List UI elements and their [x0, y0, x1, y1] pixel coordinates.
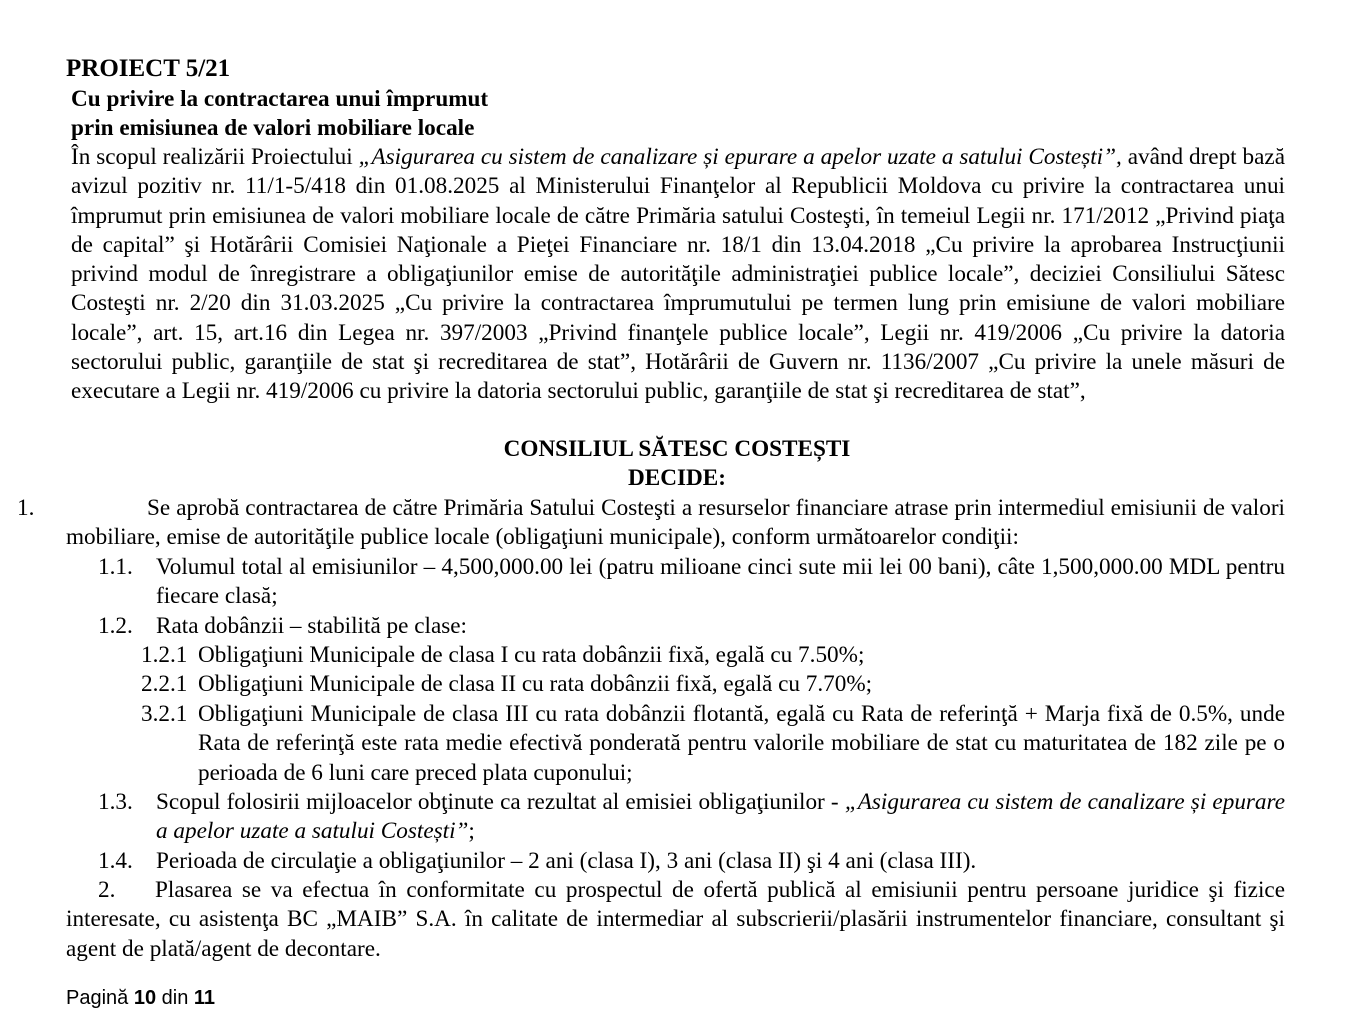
item-1-1-text: Volumul total al emisiunilor – 4,500,000.00 lei (patru milioane cinci sute mii lei 00 bani), câte 1,500,000.00 MDL pentru fiecare clasă; — [156, 554, 1285, 610]
item-1-3-text: Scopul folosirii mijloacelor obţinute ca rezultat al emisiei obligaţiunilor - — [156, 789, 845, 815]
item-1-2-1-text: Obligaţiuni Municipale de clasa I cu rata dobânzii fixă, egală cu 7.50%; — [198, 642, 865, 668]
document-subtitle — [71, 85, 488, 143]
subtitle-line-2: prin emisiunea de valori mobiliare locale — [71, 115, 475, 141]
item-3-2-1-number: 3.2.1 — [141, 701, 188, 727]
page-footer — [66, 984, 215, 1013]
item-1-text: Se aprobă contractarea de către Primăria Satului Costeşti a resurselor financiare atrase prin intermediul emisiunii de valori mobiliare, emise de autorităţile publice locale (obligaţiuni municipale), conform următoarelor condiţii: — [66, 495, 1285, 551]
footer-current-page: 10 — [133, 987, 157, 1009]
footer-middle: din — [156, 987, 194, 1009]
item-1-2-1-number: 1.2.1 — [141, 642, 188, 668]
item-1-3-number: 1.3. — [98, 789, 133, 815]
item-1-4-number: 1.4. — [98, 848, 133, 874]
item-2-2-1-text: Obligaţiuni Municipale de clasa II cu rata dobânzii fixă, egală cu 7.70%; — [198, 671, 873, 697]
item-1-3-project-name: „Asigurarea cu sistem de canalizare și epurare a apelor uzate a satului Costești” — [156, 789, 1285, 845]
decide-heading: DECIDE: — [628, 465, 726, 491]
item-1-1-number: 1.1. — [98, 554, 133, 580]
footer-total-pages: 11 — [193, 987, 216, 1009]
item-1-2-text: Rata dobânzii – stabilită pe clase: — [156, 613, 467, 639]
footer-prefix: Pagină — [66, 987, 134, 1009]
document-title: PROIECT 5/21 — [66, 55, 231, 82]
item-1-3-content — [156, 788, 1285, 847]
council-heading: CONSILIUL SĂTESC COSTEȘTI — [503, 436, 851, 462]
item-1-3-end: ; — [468, 818, 475, 845]
item-3-2-1-text: Obligaţiuni Municipale de clasa III cu rata dobânzii flotantă, egală cu Rata de referinţă + Marja fixă de 0.5%, unde Rata de referinţă este rata medie efectivă ponderată pentru valorile mobiliare de stat cu maturitatea de 182 zile pe o perioada de 6 luni care preced plata cuponului; — [198, 701, 1285, 786]
preamble-project-name: „Asigurarea cu sistem de canalizare și epurare a apelor uzate a satului Costești”, — [358, 144, 1122, 170]
item-2-number: 2. — [98, 877, 116, 903]
item-1-4-text: Perioada de circulaţie a obligaţiunilor – 2 ani (clasa I), 3 ani (clasa II) şi 4 ani (clasa III). — [156, 848, 977, 874]
preamble-part1: În scopul realizării Proiectului — [71, 144, 359, 170]
preamble-part2: având drept bază avizul pozitiv nr. 11/1-5/418 din 01.08.2025 al Ministerului Finanţelor al Republicii Moldova cu privire la contractarea unui împrumut prin emisiunea de valori mobiliare locale de către Primăria satului Costeşti, în temeiul Legii nr. 171/2012 „Privind piaţa de capital” şi Hotărârii Comisiei Naţionale a Pieţei Financiare nr. 18/1 din 13.04.2018 „Cu privire la aprobarea Instrucţiunii privind modul de înregistrare a obligaţiunilor emise de autorităţile administraţiei publice locale”, deciziei Consiliului Sătesc Costeşti nr. 2/20 din 31.03.2025 „Cu privire la contractarea împrumutului pe termen lung prin emisiune de valori mobiliare locale”, art. 15, art.16 din Legea nr. 397/2003 „Privind finanţele publice locale”, Legii nr. 419/2006 „Cu privire la datoria sectorului public, garanţiile de stat şi recreditarea de stat”, Hotărârii de Guvern nr. 1136/2007 „Cu privire la unele măsuri de executare a Legii nr. 419/2006 cu privire la datoria sectorului public, garanţiile de stat şi recreditarea de stat”, — [71, 144, 1285, 405]
item-1-2-number: 1.2. — [98, 613, 133, 639]
subtitle-line-1: Cu privire la contractarea unui împrumut — [71, 86, 489, 112]
item-2-text: Plasarea se va efectua în conformitate cu prospectul de ofertă publică al emisiunii pentru persoane juridice şi fizice interesate, cu asistenţa BC „MAIB” S.A. în calitate de intermediar al subscrierii/plasării instrumentelor financiare, consultant şi agent de plată/agent de decontare. — [66, 877, 1285, 962]
decision-item-1 — [17, 494, 1285, 553]
item-1-number: 1. — [17, 495, 35, 521]
preamble-paragraph — [71, 143, 1285, 407]
item-2-2-1-number: 2.2.1 — [141, 671, 188, 697]
decision-item-2 — [66, 876, 1285, 964]
